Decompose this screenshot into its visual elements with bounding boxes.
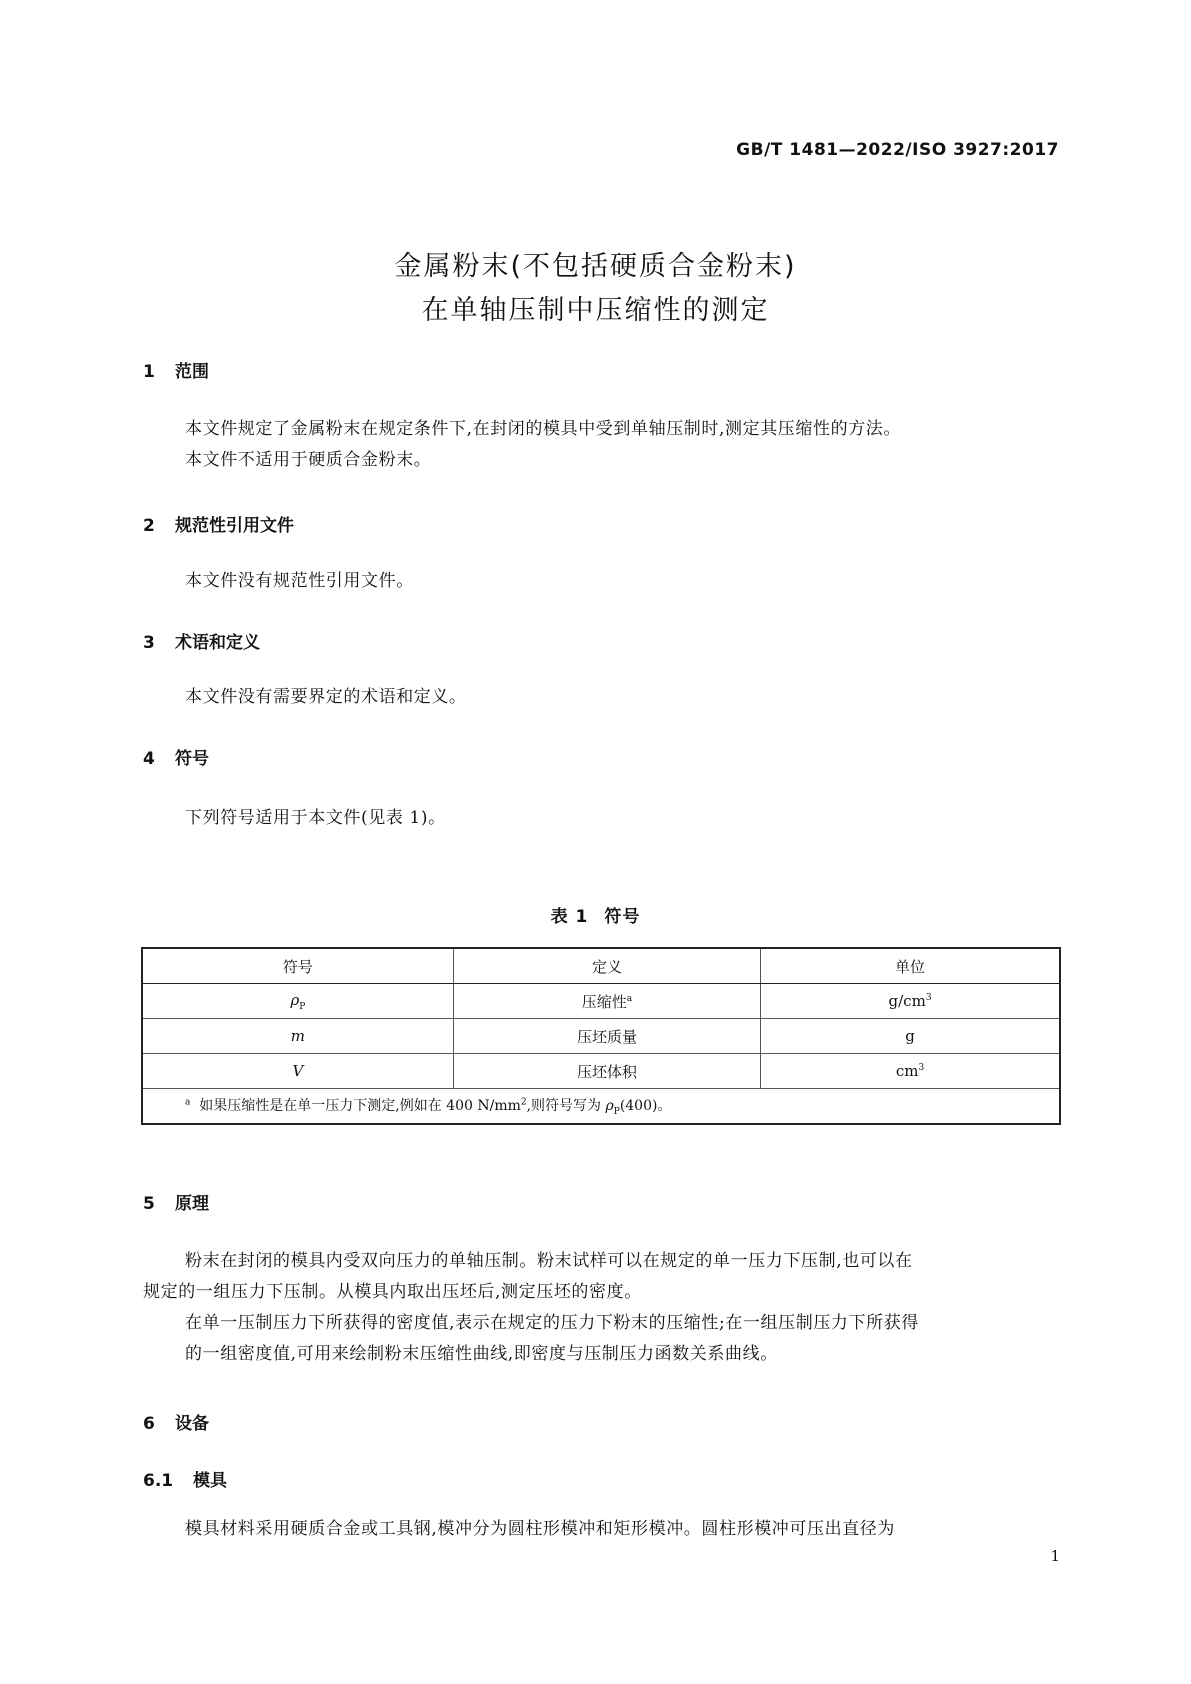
section-number: 3 [143, 633, 155, 653]
table-header-cell: 符号 [142, 948, 453, 984]
table-header-cell: 定义 [453, 948, 760, 984]
paragraph-line: 本文件没有规范性引用文件。 [185, 571, 414, 591]
table-footnote: $^a$ 如果压缩性是在单一压力下测定,例如在 400 $N/mm^2$,则符号写为 $\rho_P(400)$。 [142, 1089, 1060, 1125]
paragraph-line: 本文件不适用于硬质合金粉末。 [185, 450, 432, 470]
section-4-body [143, 803, 1063, 834]
section-title: 术语和定义 [175, 633, 260, 653]
table-caption [0, 902, 1191, 927]
paragraph-line: 模具材料采用硬质合金或工具钢,模冲分为圆柱形模冲和矩形模冲。圆柱形模冲可压出直径为 [185, 1519, 896, 1539]
symbols-table [141, 947, 1061, 1125]
paragraph-line: 粉末在封闭的模具内受双向压力的单轴压制。粉末试样可以在规定的单一压力下压制,也可以在 [185, 1251, 913, 1271]
paragraph-line: 下列符号适用于本文件(见表 1)。 [185, 808, 446, 828]
section-title: 模具 [193, 1471, 227, 1491]
section-4-heading [143, 744, 209, 769]
section-number: 1 [143, 362, 155, 382]
section-title: 规范性引用文件 [175, 516, 294, 536]
table-header-row [142, 948, 1060, 984]
section-number: 6.1 [143, 1471, 174, 1491]
paragraph-line: 本文件没有需要界定的术语和定义。 [185, 687, 467, 707]
section-5-heading [143, 1189, 209, 1214]
section-1-body [143, 414, 1063, 476]
symbol-cell: m [142, 1019, 453, 1054]
section-3-heading [143, 628, 260, 653]
section-6-heading [143, 1409, 209, 1434]
table-row [142, 1054, 1060, 1089]
section-5-body [143, 1246, 1063, 1370]
table-footnote-row [142, 1089, 1060, 1125]
section-number: 5 [143, 1194, 155, 1214]
paragraph-line: 本文件规定了金属粉末在规定条件下,在封闭的模具中受到单轴压制时,测定其压缩性的方法。 [185, 419, 902, 439]
section-title: 设备 [175, 1414, 209, 1434]
paragraph-line: 规定的一组压力下压制。从模具内取出压坯后,测定压坯的密度。 [143, 1282, 642, 1302]
table-caption-label: 表 1 [550, 907, 589, 927]
definition-cell: 压坯体积 [453, 1054, 760, 1089]
section-number: 2 [143, 516, 155, 536]
document-title-line-2: 在单轴压制中压缩性的测定 [421, 295, 770, 326]
definition-cell: 压缩性$^a$ [453, 984, 760, 1019]
paragraph-line: 在单一压制压力下所获得的密度值,表示在规定的压力下粉末的压缩性;在一组压制压力下所获得 [185, 1313, 919, 1333]
symbol-cell: V [142, 1054, 453, 1089]
section-1-heading [143, 357, 209, 382]
section-title: 原理 [175, 1194, 209, 1214]
section-title: 符号 [175, 749, 209, 769]
unit-cell: $cm^3$ [761, 1054, 1060, 1089]
table-row [142, 984, 1060, 1019]
paragraph-line: 的一组密度值,可用来绘制粉末压缩性曲线,即密度与压制压力函数关系曲线。 [185, 1344, 778, 1364]
section-3-body [143, 682, 1063, 713]
section-number: 6 [143, 1414, 155, 1434]
table-header-cell: 单位 [761, 948, 1060, 984]
section-2-heading [143, 511, 294, 536]
table-row [142, 1019, 1060, 1054]
unit-cell: g [761, 1019, 1060, 1054]
table-caption-title: 符号 [604, 907, 641, 927]
section-number: 4 [143, 749, 155, 769]
definition-cell: 压坯质量 [453, 1019, 760, 1054]
section-6-1-body [143, 1514, 1063, 1545]
page-number: 1 [1050, 1547, 1060, 1565]
section-title: 范围 [175, 362, 209, 382]
symbol-cell: $\rho_P$ [142, 984, 453, 1019]
unit-cell: $g/cm^3$ [761, 984, 1060, 1019]
section-2-body [143, 566, 1063, 597]
standard-code: GB/T 1481—2022/ISO 3927:2017 [736, 140, 1059, 160]
section-6-1-heading [143, 1466, 227, 1491]
document-title-line-1: 金属粉末(不包括硬质合金粉末) [394, 251, 797, 282]
